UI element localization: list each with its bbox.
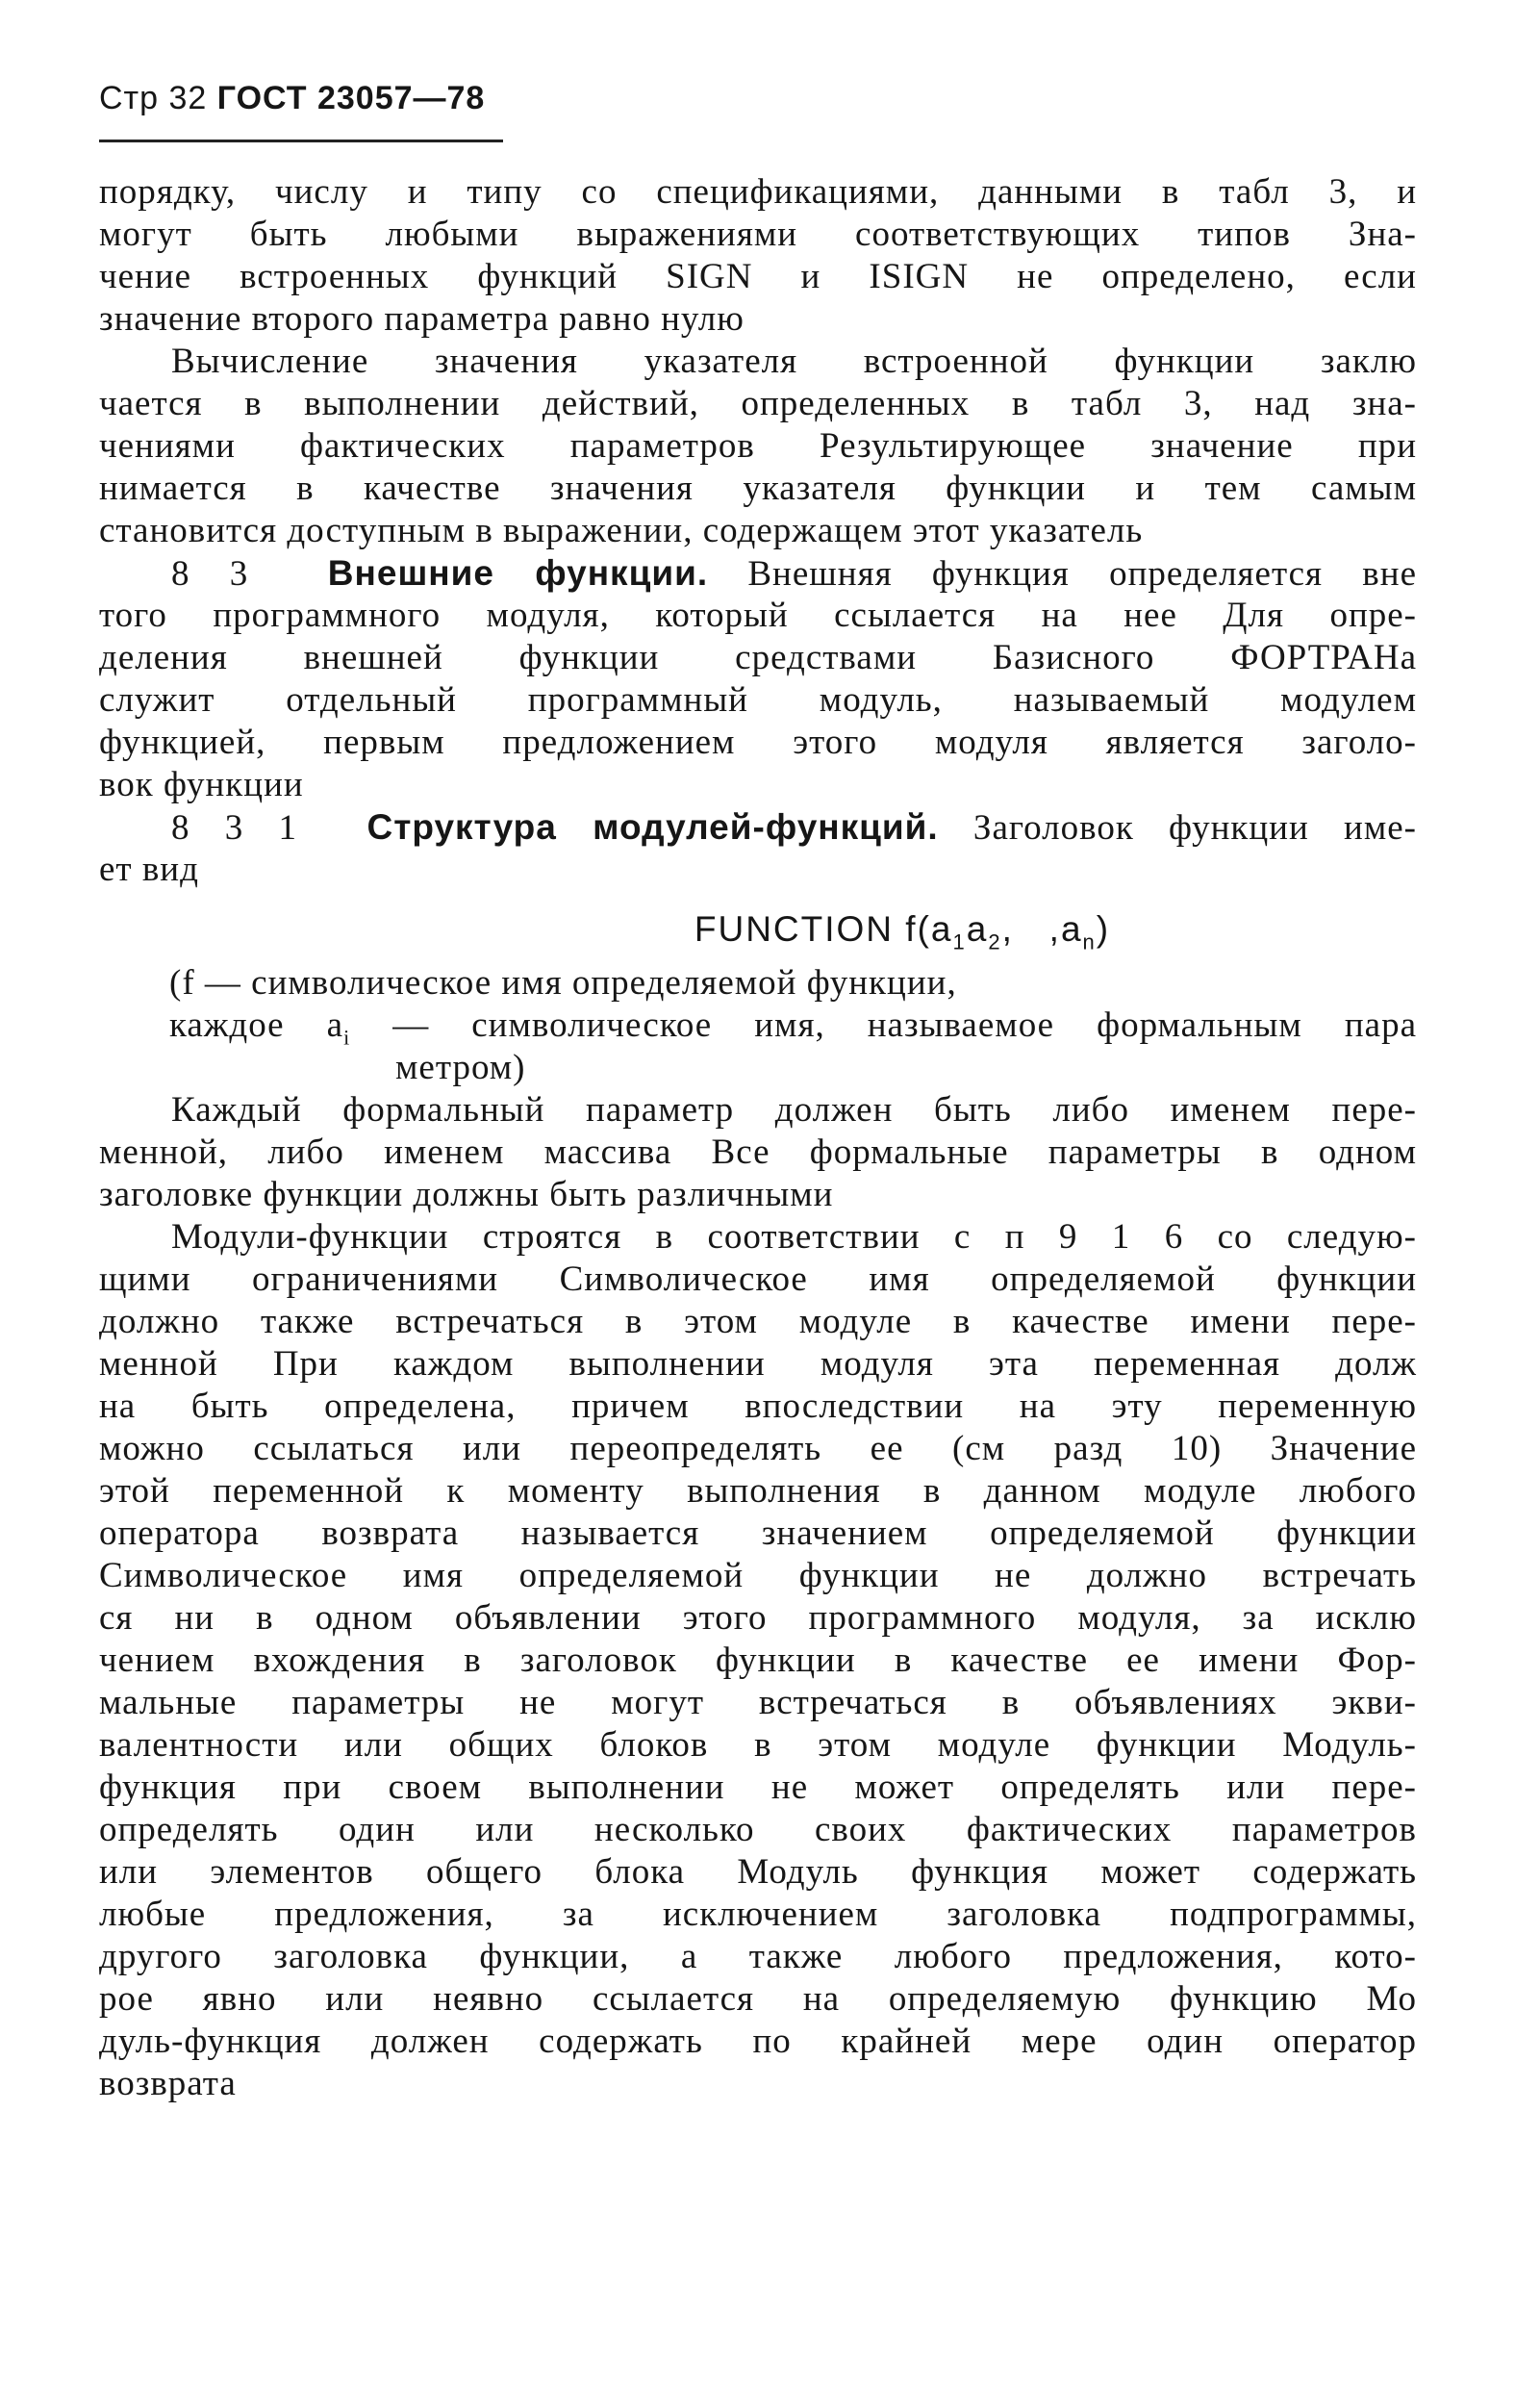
- text-line: функция при своем выполнении не может определять или пере-: [99, 1768, 1417, 1807]
- function-header-formula: [99, 897, 1417, 962]
- section-8-3-1-first-line: [99, 806, 1417, 849]
- text-line: чается в выполнении действий, определенных в табл 3, над зна-: [99, 384, 1417, 423]
- text-line: возврата: [99, 2064, 237, 2103]
- definition-line: [99, 1005, 1418, 1050]
- text-line: щими ограничениями Символическое имя определяемой функции: [99, 1260, 1417, 1299]
- text-line: этой переменной к моменту выполнения в данном модуле любого: [99, 1471, 1417, 1511]
- text-line: становится доступным в выражении, содержащем этот указатель: [99, 511, 1144, 550]
- section-number: 8 3: [171, 554, 249, 594]
- section-number: 8 3 1: [171, 808, 297, 848]
- section-text: Внешняя функция определяется вне: [747, 554, 1417, 594]
- text-line: заголовке функции должны быть различными: [99, 1175, 834, 1214]
- body-text: [99, 171, 1417, 2105]
- section-8-3-first-line: [99, 552, 1417, 595]
- text-line: можно ссылаться или переопределять ее (см разд 10) Значение: [99, 1429, 1417, 1468]
- header-rule: [99, 140, 503, 142]
- text-line: мальные параметры не могут встречаться в объявлениях экви-: [99, 1683, 1417, 1722]
- text-line: рое явно или неявно ссылается на определяемую функцию Мо: [99, 1979, 1417, 2019]
- text-line: значение второго параметра равно нулю: [99, 299, 745, 339]
- formula-part: ): [1096, 909, 1111, 949]
- standard-designation: ГОСТ 23057—78: [216, 80, 486, 116]
- formula-subscript: 2: [988, 929, 1002, 954]
- text-line: ет вид: [99, 850, 199, 889]
- text-line: ся ни в одном объявлении этого программного модуля, за исклю: [99, 1598, 1417, 1638]
- definition-part: — символическое имя, называемое формальным пара: [350, 1005, 1418, 1045]
- formula-part: FUNCTION f(a: [694, 909, 953, 949]
- text-line: на быть определена, причем впоследствии на эту переменную: [99, 1387, 1417, 1426]
- text-line: функцией, первым предложением этого модуля является заголо-: [99, 723, 1417, 762]
- definition-line: метром): [395, 1048, 526, 1087]
- text-line: нимается в качестве значения указателя функции и тем самым: [99, 469, 1417, 508]
- text-line: того программного модуля, который ссылается на нее Для опре-: [99, 596, 1417, 635]
- text-line: Модули-функции строятся в соответствии с п 9 1 6 со следую-: [171, 1217, 1417, 1257]
- text-line: другого заголовка функции, а также любого предложения, кото-: [99, 1937, 1417, 1976]
- text-line: чением вхождения в заголовок функции в качестве ее имени Фор-: [99, 1641, 1417, 1680]
- text-line: порядку, числу и типу со спецификациями, данными в табл 3, и: [99, 172, 1417, 212]
- text-line: могут быть любыми выражениями соответствующих типов Зна-: [99, 215, 1417, 254]
- definition-subscript: i: [343, 1025, 351, 1050]
- text-line: служит отдельный программный модуль, называемый модулем: [99, 680, 1417, 720]
- text-line: должно также встречаться в этом модуле в качестве имени пере-: [99, 1302, 1417, 1341]
- running-header: [99, 79, 485, 117]
- text-line: Каждый формальный параметр должен быть либо именем пере-: [171, 1090, 1417, 1130]
- formula-subscript: n: [1082, 929, 1097, 954]
- text-line: валентности или общих блоков в этом модуле функции Модуль-: [99, 1725, 1417, 1765]
- text-line: чение встроенных функций SIGN и ISIGN не определено, если: [99, 257, 1417, 296]
- text-line: Символическое имя определяемой функции не должно встречать: [99, 1556, 1417, 1595]
- formula-subscript: 1: [952, 929, 967, 954]
- text-line: менной, либо именем массива Все формальные параметры в одном: [99, 1132, 1417, 1172]
- text-line: дуль-функция должен содержать по крайней мере один оператор: [99, 2022, 1417, 2061]
- text-line: оператора возврата называется значением определяемой функции: [99, 1514, 1417, 1553]
- definition-line: (f — символическое имя определяемой функции,: [169, 963, 957, 1003]
- text-line: вок функции: [99, 765, 304, 804]
- page-number: Стр 32: [99, 80, 208, 116]
- section-text: Заголовок функции име-: [972, 808, 1417, 848]
- text-line: или элементов общего блока Модуль функция может содержать: [99, 1852, 1417, 1892]
- formula-part: , ,a: [1001, 909, 1083, 949]
- section-heading: Структура модулей-функций.: [366, 807, 939, 847]
- text-line: менной При каждом выполнении модуля эта переменная долж: [99, 1344, 1417, 1384]
- section-heading: Внешние функции.: [327, 553, 709, 593]
- text-line: любые предложения, за исключением заголовка подпрограммы,: [99, 1895, 1417, 1934]
- text-line: определять один или несколько своих фактических параметров: [99, 1810, 1417, 1849]
- text-line: деления внешней функции средствами Базисного ФОРТРАНа: [99, 638, 1417, 677]
- text-line: Вычисление значения указателя встроенной функции заклю: [171, 342, 1417, 381]
- text-line: чениями фактических параметров Результирующее значение при: [99, 426, 1417, 466]
- formula-part: a: [966, 909, 989, 949]
- definition-part: каждое a: [169, 1005, 344, 1045]
